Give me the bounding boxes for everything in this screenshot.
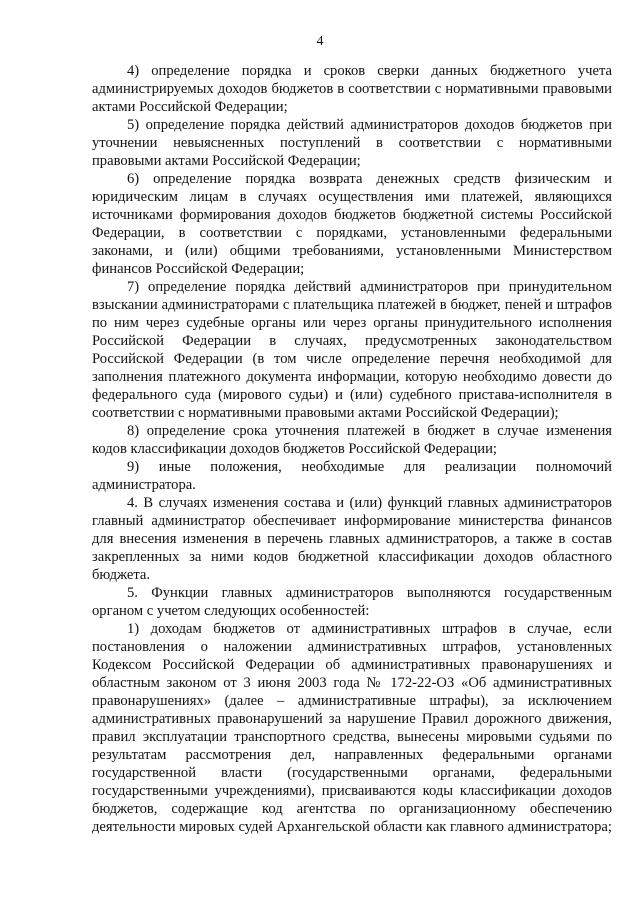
paragraph-item-4-sverka: 4) определение порядка и сроков сверки данных бюджетного учета администрируемых доходов бюджетов в соответствии с нормативными правовыми актами Российской Федерации;: [92, 63, 612, 115]
document-body: [92, 62, 612, 836]
page-number: 4: [316, 34, 324, 49]
paragraph-item-5-nevyyasnennye: 5) определение порядка действий администраторов доходов бюджетов при уточнении невыясненных поступлений в соответствии с нормативными правовыми актами Российской Федерации;: [92, 117, 612, 169]
paragraph-subitem-1-shtrafy: 1) доходам бюджетов от административных штрафов в случае, если постановления о наложении административных штрафов, установленных Кодексом Российской Федерации об административных правонарушениях и областным законом от 3 июня 2003 года № 172-22-ОЗ «Об административных правонарушениях» (далее – административные штрафы), за исключением административных правонарушений за нарушение Правил дорожного движения, правил эксплуатации транспортного средства, вынесены мировыми судьями по результатам рассмотрения дел, направленных федеральными органами государственной власти (государственными органами, федеральными государственными учреждениями), присваиваются коды классификации доходов бюджетов, содержащие код агентства по организационному обеспечению деятельности мировых судей Архангельской области как главного администратора;: [92, 621, 612, 835]
paragraph-item-6-vozvrat: 6) определение порядка возврата денежных средств физическим и юридическим лицам в случаях осуществления ими платежей, являющихся источниками формирования доходов бюджетов бюджетной системы Российской Федерации, в соответствии с порядками, установленными федеральными законами, и (или) общими требованиями, установленными Министерством финансов Российской Федерации;: [92, 171, 612, 277]
paragraph-section-4: 4. В случаях изменения состава и (или) функций главных администраторов главный администратор обеспечивает информирование министерства финансов для внесения изменения в перечень главных администраторов, а также в состав закрепленных за ними кодов бюджетной классификации доходов областного бюджета.: [92, 495, 612, 583]
paragraph-item-8-utochnenie: 8) определение срока уточнения платежей в бюджет в случае изменения кодов классификации доходов бюджетов Российской Федерации;: [92, 423, 612, 457]
paragraph-item-9-inye: 9) иные положения, необходимые для реализации полномочий администратора.: [92, 459, 612, 493]
paragraph-section-5: 5. Функции главных администраторов выполняются государственным органом с учетом следующих особенностей:: [92, 585, 612, 619]
paragraph-item-7-vzyskanie: 7) определение порядка действий администраторов при принудительном взыскании администраторами с плательщика платежей в бюджет, пеней и штрафов по ним через судебные органы или через органы принудительного исполнения Российской Федерации в случаях, предусмотренных законодательством Российской Федерации (в том числе определение перечня необходимой для заполнения платежного документа информации, которую необходимо довести до федерального суда (мирового судьи) и (или) судебного пристава-исполнителя в соответствии с нормативными правовыми актами Российской Федерации);: [92, 279, 612, 421]
